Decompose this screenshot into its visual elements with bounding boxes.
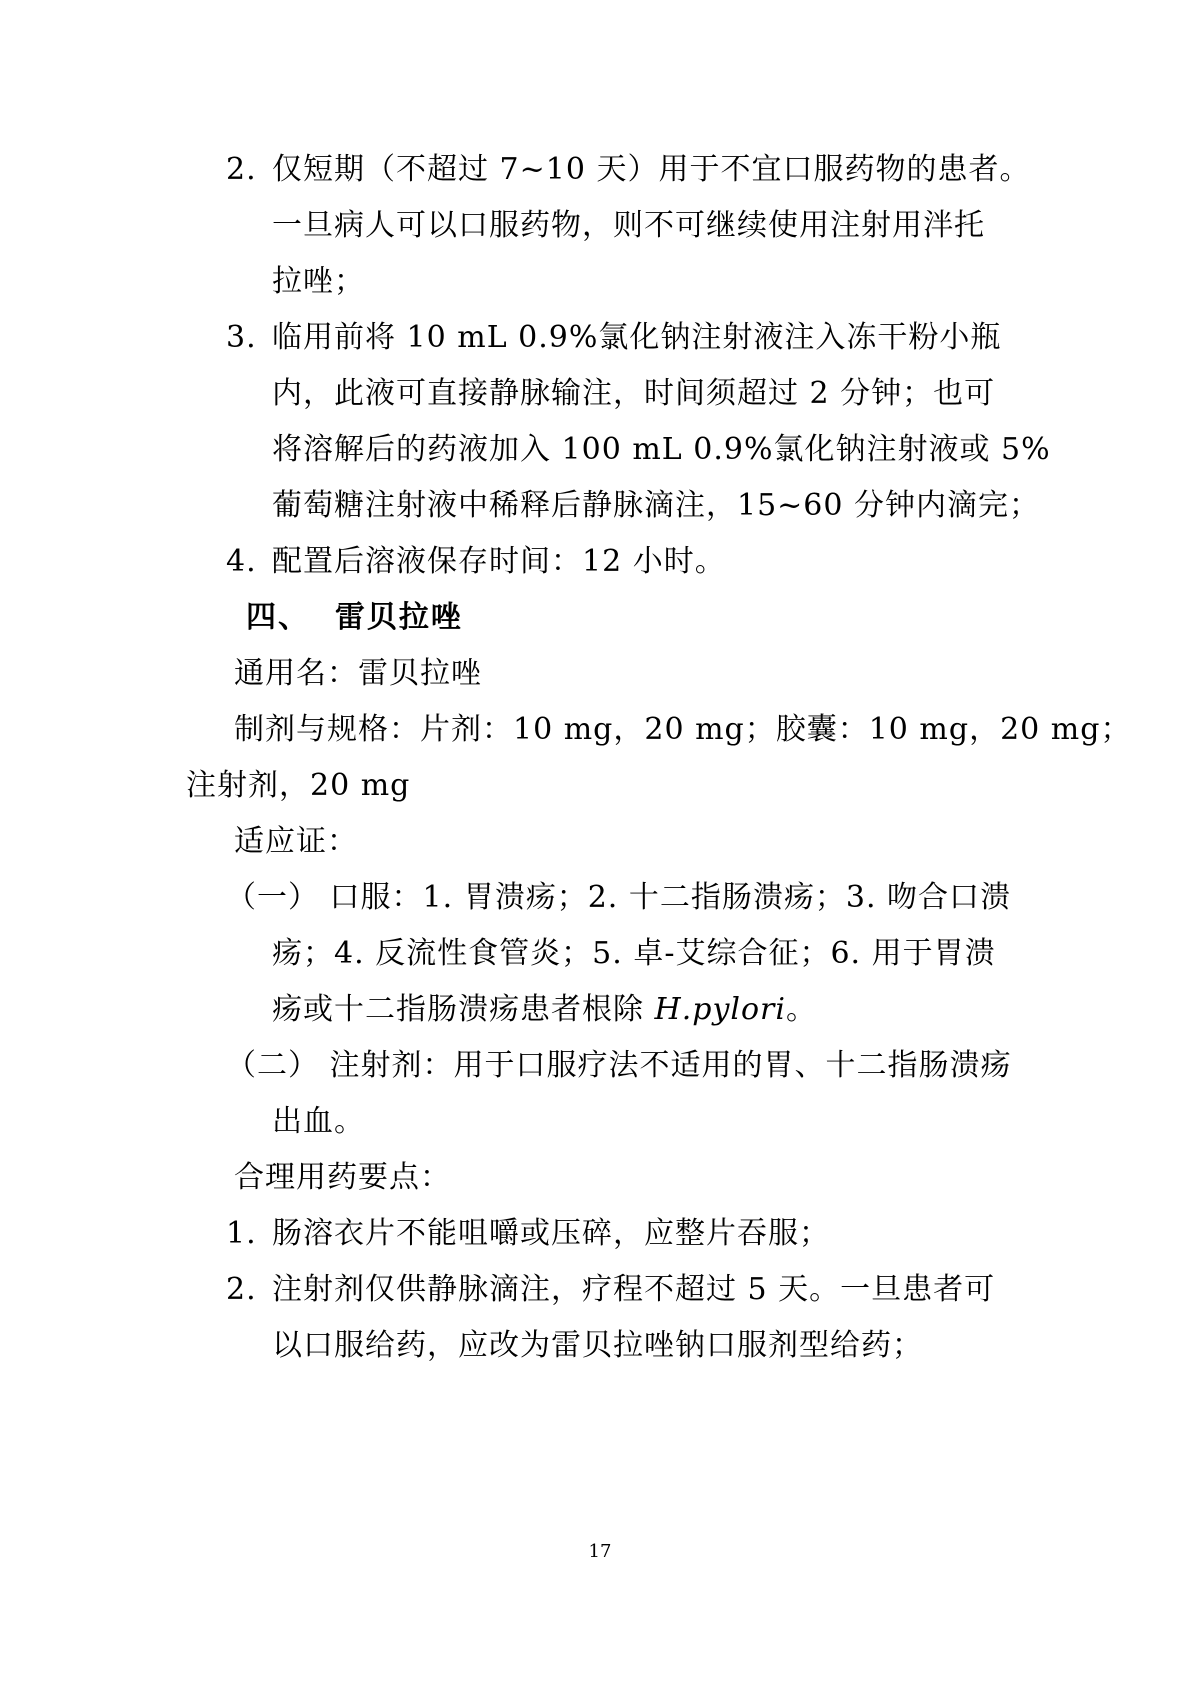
list-item-3-line-3: 将溶解后的药液加入 100 mL 0.9%氯化钠注射液或 5% [272, 432, 1051, 467]
section-heading [246, 598, 463, 638]
generic-name-line [234, 654, 482, 694]
list-number: 3. [226, 320, 257, 355]
indication-injection-line-2: 出血。 [272, 1104, 365, 1139]
generic-name-label: 通用名： [234, 656, 358, 691]
list-item-2-line-1: 2. 仅短期（不超过 7~10 天）用于不宜口服药物的患者。 [226, 150, 1030, 190]
section-number: 四、 [246, 600, 310, 635]
indication-oral-label: 口服： [329, 880, 423, 915]
indication-oral-line-3: 疡或十二指肠溃疡患者根除 H.pylori。 [272, 992, 817, 1027]
rational-use-label: 合理用药要点： [234, 1160, 451, 1195]
indication-oral-line-1: （一） 口服：1. 胃溃疡；2. 十二指肠溃疡；3. 吻合口溃 [226, 880, 1012, 915]
rational-use-item-2-line-1: 2. 注射剂仅供静脉滴注，疗程不超过 5 天。一旦患者可 [226, 1270, 995, 1310]
list-item-3-line-4: 葡萄糖注射液中稀释后静脉滴注，15~60 分钟内滴完； [272, 488, 1041, 523]
indication-injection-label: 注射剂： [329, 1048, 454, 1083]
list-number: 1. [226, 1216, 257, 1251]
rational-use-item-2-line-2: 以口服给药，应改为雷贝拉唑钠口服剂型给药； [272, 1328, 923, 1363]
list-number: 4. [226, 544, 257, 579]
list-item-4-line-1: 4. 配置后溶液保存时间：12 小时。 [226, 542, 726, 582]
formulation-label: 制剂与规格： [234, 712, 420, 747]
indication-injection-num: （二） [226, 1048, 319, 1083]
indications-label: 适应证： [234, 824, 358, 859]
list-number: 2. [226, 1272, 257, 1307]
formulation-line-2: 注射剂，20 mg [186, 768, 411, 803]
list-item-2-line-3: 拉唑； [272, 264, 365, 299]
indication-injection-line-1: （二） 注射剂：用于口服疗法不适用的胃、十二指肠溃疡 [226, 1048, 1012, 1083]
list-item-3-line-1: 3. 临用前将 10 mL 0.9%氯化钠注射液注入冻干粉小瓶 [226, 318, 1001, 358]
page-number: 17 [588, 1541, 612, 1562]
list-item-3-line-2: 内，此液可直接静脉输注，时间须超过 2 分钟；也可 [272, 376, 996, 411]
section-title: 雷贝拉唑 [334, 600, 463, 635]
formulation-line-1: 制剂与规格：片剂：10 mg，20 mg；胶囊：10 mg，20 mg； [234, 712, 1132, 747]
rational-use-item-1: 1. 肠溶衣片不能咀嚼或压碎，应整片吞服； [226, 1214, 830, 1254]
indication-oral-line-2: 疡；4. 反流性食管炎；5. 卓-艾综合征；6. 用于胃溃 [272, 936, 996, 971]
pathogen-name: H.pylori [654, 992, 786, 1027]
indication-oral-num: （一） [226, 880, 319, 915]
generic-name-value: 雷贝拉唑 [358, 656, 482, 691]
list-number: 2. [226, 152, 257, 187]
list-item-2-line-2: 一旦病人可以口服药物，则不可继续使用注射用泮托 [272, 208, 985, 243]
